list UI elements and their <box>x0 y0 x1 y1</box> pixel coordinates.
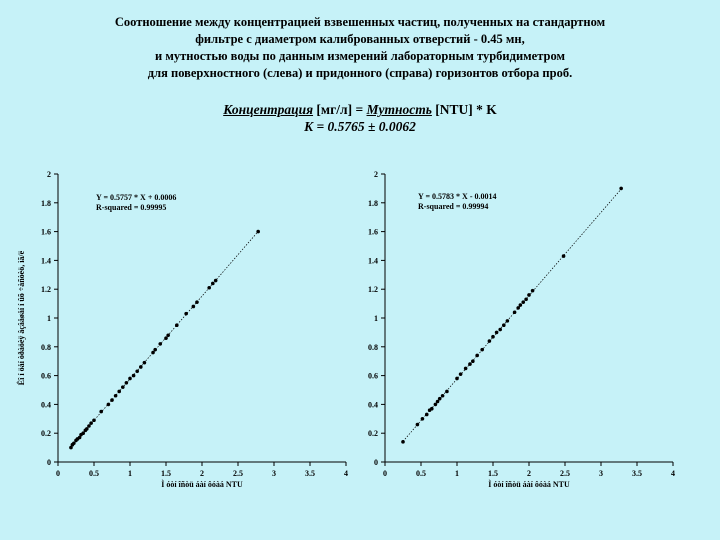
data-point <box>153 348 157 352</box>
y-tick-label: 1.4 <box>41 256 51 266</box>
y-tick-label: 0.2 <box>41 429 51 439</box>
data-point <box>184 312 188 316</box>
x-tick-label: 1 <box>455 469 459 478</box>
data-point <box>207 286 211 290</box>
data-point <box>438 397 442 401</box>
data-point <box>445 390 449 394</box>
data-point <box>81 431 85 435</box>
data-point <box>421 417 425 421</box>
data-point <box>166 333 170 337</box>
y-tick-label: 1.2 <box>41 285 51 295</box>
x-tick-label: 0.5 <box>416 469 426 478</box>
regression-annotation: R-squared = 0.99994 <box>418 202 489 211</box>
y-tick-label: 1.6 <box>368 227 378 237</box>
data-point <box>495 331 499 335</box>
data-point <box>459 372 463 376</box>
data-point <box>498 328 502 332</box>
title-line-3: и мутностью воды по данным измерений лабораторным турбидиметром <box>155 49 565 63</box>
y-tick-label: 1.4 <box>368 256 378 266</box>
regression-annotation: Y = 0.5783 * X - 0.0014 <box>418 192 497 201</box>
y-tick-label: 2 <box>374 170 378 179</box>
x-tick-label: 0.5 <box>89 469 99 478</box>
chart-bottom-right <box>368 170 675 489</box>
data-point <box>519 303 523 307</box>
x-tick-label: 4 <box>344 469 348 478</box>
data-point <box>441 394 445 398</box>
y-axis-label: Êî í öåí òðàöèÿ âçâåøåí í ûõ ÷àñòèö, ìã/ë <box>17 250 26 386</box>
x-tick-label: 0 <box>383 469 387 478</box>
y-tick-label: 1 <box>374 314 378 323</box>
data-point <box>139 365 143 369</box>
x-tick-label: 1 <box>128 469 132 478</box>
x-tick-label: 1.5 <box>488 469 498 478</box>
data-point <box>87 424 91 428</box>
data-point <box>480 348 484 352</box>
data-point <box>513 310 517 314</box>
data-point <box>464 367 468 371</box>
y-tick-label: 2 <box>47 170 51 179</box>
data-point <box>430 407 434 411</box>
y-tick-label: 0.8 <box>368 342 378 352</box>
data-point <box>164 336 168 340</box>
title-line-4: для поверхностного (слева) и придонного (справа) горизонтов отбора проб. <box>147 66 573 80</box>
x-tick-label: 0 <box>56 469 60 478</box>
data-point <box>468 362 472 366</box>
x-tick-label: 3 <box>272 469 276 478</box>
data-point <box>562 254 566 258</box>
data-point <box>192 305 196 309</box>
data-point <box>151 351 155 355</box>
data-point <box>256 230 260 234</box>
y-tick-label: 1.8 <box>41 198 51 208</box>
regression-annotation: R-squared = 0.99995 <box>96 203 167 212</box>
data-point <box>471 359 475 363</box>
data-point <box>455 377 459 381</box>
data-point <box>107 403 111 407</box>
data-point <box>434 403 438 407</box>
title-line-1: Соотношение между концентрацией взвешенных частиц, полученных на стандартном <box>114 15 606 29</box>
data-point <box>506 319 510 323</box>
x-tick-label: 2.5 <box>560 469 570 478</box>
data-point <box>99 410 103 414</box>
formula-concentration-unit: [мг/л] = <box>316 102 364 117</box>
data-point <box>143 361 147 365</box>
data-point <box>531 289 535 293</box>
y-tick-label: 1.8 <box>368 198 378 208</box>
regression-annotation: Y = 0.5757 * X + 0.0006 <box>96 193 177 202</box>
x-tick-label: 3 <box>599 469 603 478</box>
data-point <box>128 377 132 381</box>
y-tick-label: 1 <box>47 314 51 323</box>
data-point <box>110 398 114 402</box>
data-point <box>214 279 218 283</box>
data-point <box>416 423 420 427</box>
data-point <box>132 374 136 378</box>
data-point <box>516 306 520 310</box>
data-point <box>72 441 76 445</box>
data-point <box>135 369 139 373</box>
y-tick-label: 0.4 <box>41 400 51 410</box>
data-point <box>211 282 215 286</box>
data-point <box>425 413 429 417</box>
x-tick-label: 2 <box>527 469 531 478</box>
data-point <box>114 394 118 398</box>
data-point <box>524 297 528 301</box>
x-tick-label: 3.5 <box>305 469 315 478</box>
formula-turbidity-unit: [NTU] * K <box>435 102 497 117</box>
data-point <box>117 390 121 394</box>
x-tick-label: 3.5 <box>632 469 642 478</box>
x-tick-label: 2.5 <box>233 469 243 478</box>
formula-k-value: K = 0.5765 ± 0.0062 <box>304 119 416 134</box>
chart-surface-left <box>16 170 348 489</box>
y-tick-label: 0.2 <box>368 429 378 439</box>
data-point <box>89 421 93 425</box>
data-point <box>491 335 495 339</box>
y-tick-label: 0.6 <box>368 371 378 381</box>
y-tick-label: 0.8 <box>41 342 51 352</box>
data-point <box>401 440 405 444</box>
y-tick-label: 0 <box>47 458 51 467</box>
y-tick-label: 0 <box>374 458 378 467</box>
x-axis-label: Ì óòí îñòü áàí ôóàá NTU <box>161 480 243 489</box>
data-point <box>195 300 199 304</box>
x-axis-label: Ì óòí îñòü áàí ôóàá NTU <box>488 480 570 489</box>
formula-concentration-word: Концентрация <box>223 102 314 117</box>
data-point <box>85 427 89 431</box>
title-line-2: фильтре с диаметром калиброванных отверстий - 0.45 мн, <box>195 32 525 46</box>
x-tick-label: 4 <box>671 469 675 478</box>
data-point <box>125 381 129 385</box>
data-point <box>521 300 525 304</box>
data-point <box>527 293 531 297</box>
data-point <box>502 323 506 327</box>
y-tick-label: 1.6 <box>41 227 51 237</box>
data-point <box>488 339 492 343</box>
y-tick-label: 0.6 <box>41 371 51 381</box>
x-tick-label: 2 <box>200 469 204 478</box>
data-point <box>121 385 125 389</box>
data-point <box>175 323 179 327</box>
data-point <box>436 400 440 404</box>
data-point <box>619 187 623 191</box>
formula-turbidity-word: Мутность <box>366 102 432 117</box>
data-point <box>158 342 162 346</box>
y-tick-label: 1.2 <box>368 285 378 295</box>
data-point <box>475 354 479 358</box>
y-tick-label: 0.4 <box>368 400 378 410</box>
x-tick-label: 1.5 <box>161 469 171 478</box>
data-point <box>92 418 96 422</box>
